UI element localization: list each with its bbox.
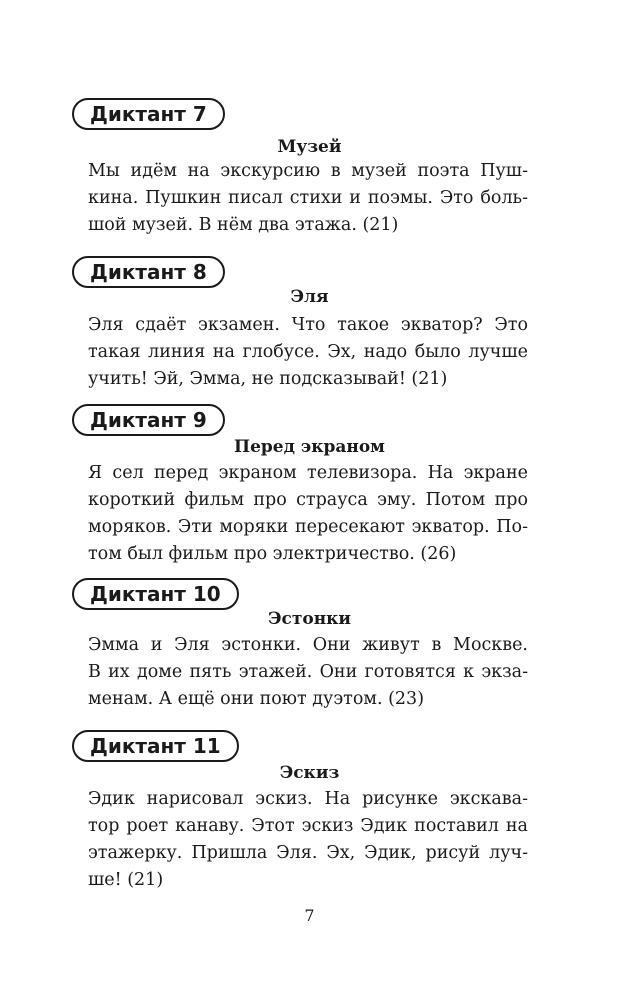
text-line: менам. А ещё они поют дуэтом. (23) [88,689,425,709]
text-line: кина. Пушкин писал стихи и поэмы. Это боль- [88,188,528,208]
text-line: Я сел перед экраном телевизора. На экране [88,463,528,483]
page-number: 7 [304,906,315,925]
dictation-title: Перед экраном [234,437,385,457]
dictation-label: Диктант 7 [72,98,225,130]
dictation-text [88,786,528,894]
dictation-label: Диктант 9 [72,404,225,436]
dictation-label: Диктант 8 [72,256,225,288]
text-line: Эмма и Эля эстонки. Они живут в Москве. [88,635,528,655]
text-line: этажерку. Пришла Эля. Эх, Эдик, рисуй луч- [88,843,528,863]
dictation-label: Диктант 10 [72,578,239,610]
dictation-title: Эскиз [279,763,340,783]
text-line: В их доме пять этажей. Они готовятся к экза- [88,662,528,682]
dictation-label: Диктант 11 [72,730,239,762]
dictation-text [88,460,528,568]
text-line: учить! Эй, Эмма, не подсказывай! (21) [88,369,448,389]
text-line: короткий фильм про страуса эму. Потом про [88,490,528,510]
text-line: Эдик нарисовал эскиз. На рисунке экскава- [88,789,528,809]
dictation-text [88,158,528,239]
text-line: такая линия на глобусе. Эх, надо было лучше [88,342,528,362]
text-line: шой музей. В нём два этажа. (21) [88,215,399,235]
text-line: моряков. Эти моряки пересекают экватор. По- [88,517,528,537]
dictation-text [88,632,528,713]
text-line: Мы идём на экскурсию в музей поэта Пуш- [88,161,528,181]
text-line: том был фильм про электричество. (26) [88,544,457,564]
dictation-text [88,312,528,393]
text-line: тор роет канаву. Этот эскиз Эдик поставил на [88,816,528,836]
text-line: Эля сдаёт экзамен. Что такое экватор? Это [88,315,528,335]
text-line: ше! (21) [88,870,164,890]
dictation-title: Эстонки [267,609,352,629]
dictation-title: Музей [277,137,342,157]
dictation-title: Эля [290,287,329,307]
